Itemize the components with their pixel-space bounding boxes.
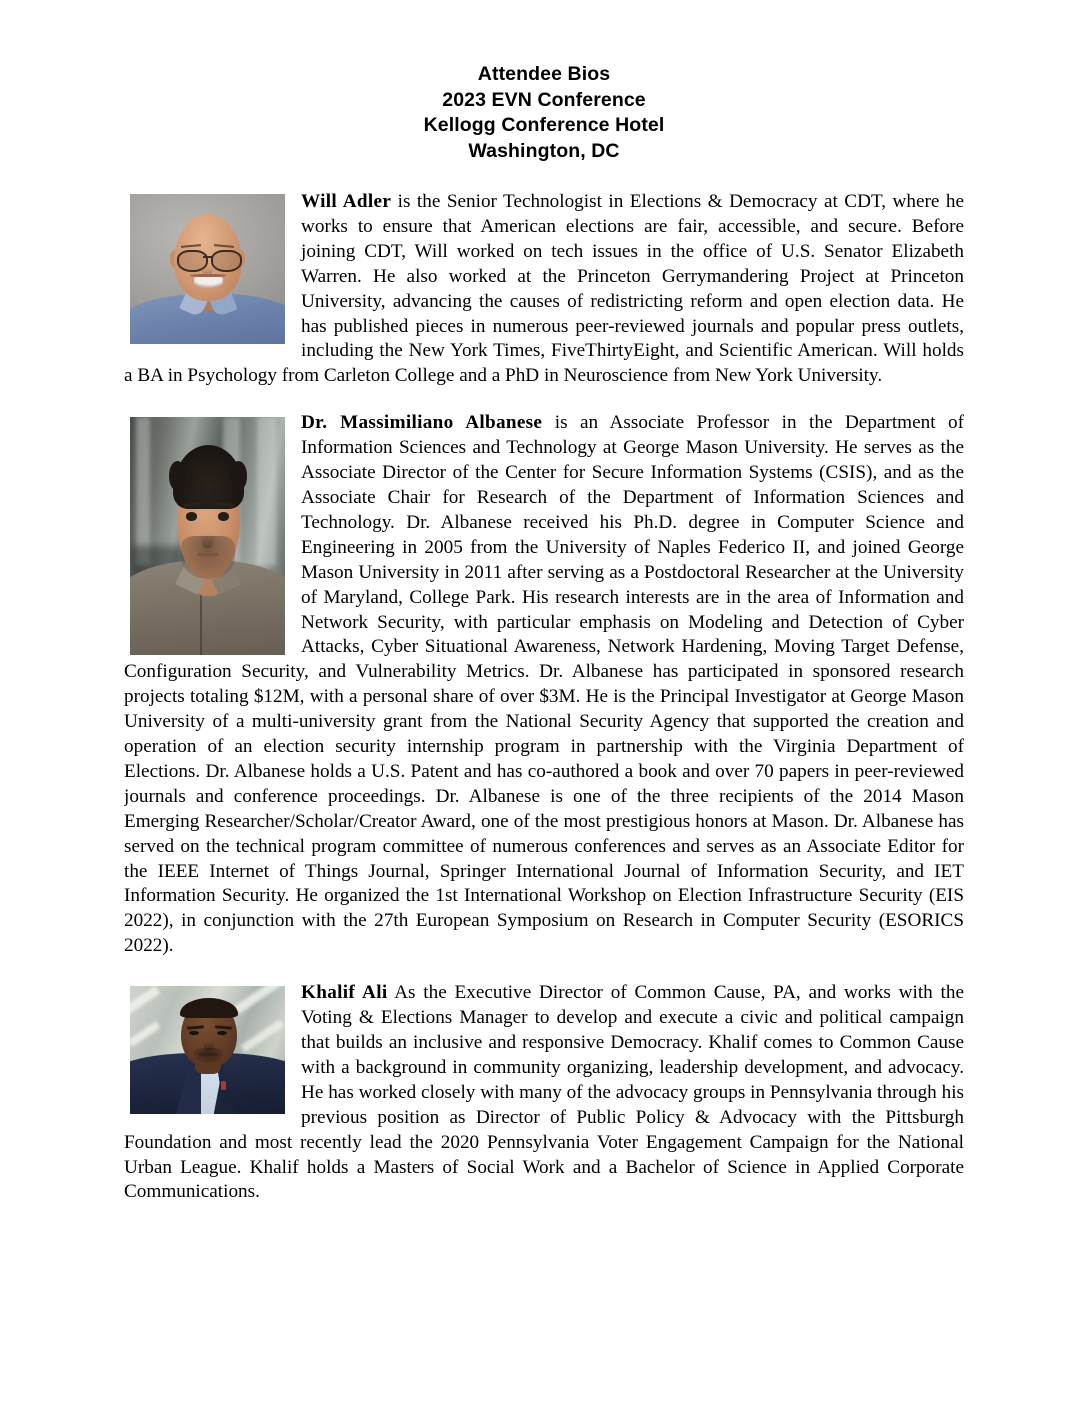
header-line-title: Attendee Bios: [477, 63, 611, 85]
bios-body: [124, 164, 964, 1205]
portrait-illustration: [130, 986, 285, 1114]
bio-entry-khalif-ali: [124, 981, 964, 1205]
portrait-photo-massimiliano-albanese: [130, 417, 285, 655]
header-line-venue: Kellogg Conference Hotel: [423, 114, 665, 136]
portrait-illustration: [130, 417, 285, 655]
header-line-location: Washington, DC: [468, 139, 620, 162]
header-line-conference: 2023 EVN Conference: [442, 88, 646, 111]
bio-lead-name-khalif-ali: Khalif Ali: [301, 982, 388, 1004]
bio-body-text-khalif-ali: As the Executive Director of Common Cause, PA, and works with the Voting & Elections Manager to develop and execute a civic and political campaign that builds an inclusive and responsive Democracy. Khalif comes to Common Cause with a background in community organizing, leadership development, and advocacy. He has worked closely with many of the advocacy groups in Pennsylvania through his previous position as Director of Public Policy & Advocacy with the Pittsburgh Foundation and most recently lead the 2020 Pennsylvania Voter Engagement Campaign for the National Urban League. Khalif holds a Masters of Social Work and a Bachelor of Science in Applied Corporate Communications.: [124, 982, 964, 1203]
bio-lead-name-will-adler: Will Adler: [301, 191, 392, 212]
document-header: [0, 0, 1088, 164]
bio-entry-massimiliano-albanese: [124, 411, 964, 959]
bio-body-text-massimiliano-albanese: is an Associate Professor in the Department of Information Sciences and Technology at George Mason University. He serves as the Associate Director of the Center for Secure Information Systems (CSIS), and as the Associate Chair for Research of the Department of Information Sciences and Technology. Dr. Albanese received his Ph.D. degree in Computer Science and Engineering in 2005 from the University of Naples Federico II, and joined George Mason University in 2011 after serving as a Postdoctoral Researcher at the University of Maryland, College Park. His research interests are in the area of Information and Network Security, with particular emphasis on Modeling and Detection of Cyber Attacks, Cyber Situational Awareness, Network Hardening, Moving Target Defense, Configuration Security, and Vulnerability Metrics. Dr. Albanese has participated in sponsored research projects totaling $12M, with a personal share of over $3M. He is the Principal Investigator at George Mason University of a multi-university grant from the National Security Agency that supported the creation and operation of an election security internship program in partnership with the Virginia Department of Elections. Dr. Albanese holds a U.S. Patent and has co-authored a book and over 70 papers in peer-reviewed journals and conference proceedings. Dr. Albanese is one of the three recipients of the 2014 Mason Emerging Researcher/Scholar/Creator Award, one of the most prestigious honors at Mason. Dr. Albanese has served on the technical program committee of numerous conferences and serves as an Associate Editor for the IEEE Internet of Things Journal, Springer International Journal of Information Security, and IET Information Security. He organized the 1st International Workshop on Election Infrastructure Security (EIS 2022), in conjunction with the 27th European Symposium on Research in Computer Security (ESORICS 2022).: [124, 412, 964, 957]
portrait-photo-khalif-ali: [130, 986, 285, 1114]
portrait-illustration: [130, 194, 285, 344]
portrait-photo-will-adler: [130, 194, 285, 344]
bio-lead-name-massimiliano-albanese: Dr. Massimiliano Albanese: [301, 412, 543, 434]
bio-entry-will-adler: [124, 190, 964, 389]
bio-body-text-will-adler: is the Senior Technologist in Elections & Democracy at CDT, where he works to ensure that American elections are fair, accessible, and secure. Before joining CDT, Will worked on tech issues in the office of U.S. Senator Elizabeth Warren. He also worked at the Princeton Gerrymandering Project at Princeton University, advancing the causes of redistricting reform and open election data. He has published pieces in numerous peer-reviewed journals and popular press outlets, including the New York Times, FiveThirtyEight, and Scientific American. Will holds a BA in Psychology from Carleton College and a PhD in Neuroscience from New York University.: [124, 191, 964, 387]
